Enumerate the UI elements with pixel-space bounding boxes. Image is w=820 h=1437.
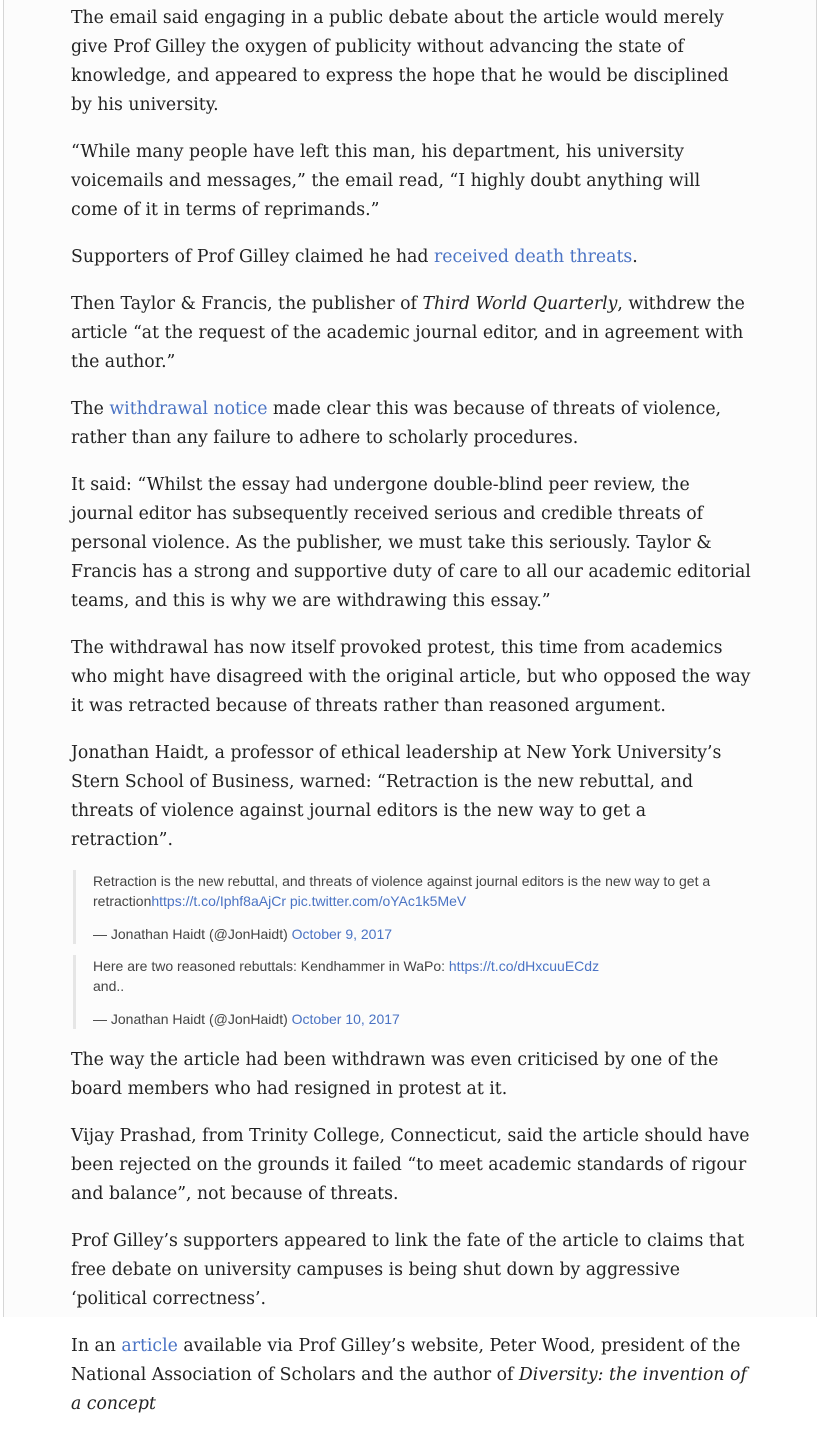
paragraph-text: The	[71, 399, 110, 419]
journal-title: Third World Quarterly	[422, 294, 618, 314]
tweet-date-link[interactable]: October 9, 2017	[291, 926, 393, 942]
embedded-tweets	[71, 870, 751, 1029]
tweet-link[interactable]: https://t.co/Iphf8aAjCr	[151, 893, 286, 909]
tweet-link[interactable]: https://t.co/dHxcuuECdz	[448, 958, 600, 974]
tweet-attribution	[93, 924, 751, 944]
paragraph-protest: The withdrawal has now itself provoked protest, this time from academics who might have disagreed with the original article, but who opposed the way it was retracted because of threats rather than reasoned argument.	[71, 638, 751, 716]
paragraph-withdrawal-notice	[71, 395, 751, 453]
tweet-embed	[73, 870, 751, 944]
paragraph-text: Then Taylor & Francis, the publisher of	[71, 294, 423, 314]
paragraph-peter-wood	[71, 1332, 751, 1419]
paragraph-text: .	[632, 247, 638, 267]
paragraph-text: Supporters of Prof Gilley claimed he had	[71, 247, 434, 267]
paragraph-notice-quote: It said: “Whilst the essay had undergone double-blind peer review, the journal editor has subsequently received serious and credible threats of personal violence. As the publisher, we must take this seriously. Taylor & Francis has a strong and supportive duty of care to all our academic editorial teams, and this is why we are withdrawing this essay.”	[71, 475, 751, 611]
paragraph-haidt: Jonathan Haidt, a professor of ethical leadership at New York University’s Stern School of Business, warned: “Retraction is the new rebuttal, and threats of violence against journal editors is the new way to get a retraction”.	[71, 743, 722, 850]
paragraph-text: In an	[71, 1336, 122, 1356]
tweet-body: Retraction is the new rebuttal, and threats of violence against journal editors is the new way to get a retraction	[93, 873, 711, 909]
tweet-pic-link[interactable]: pic.twitter.com/oYAc1k5MeV	[289, 893, 467, 909]
withdrawal-notice-link[interactable]: withdrawal notice	[109, 399, 268, 419]
tweet-author: — Jonathan Haidt (@JonHaidt)	[93, 1011, 292, 1027]
paragraph-text: made clear this was because of threats of violence, rather than any failure to adhere to scholarly procedures.	[71, 399, 722, 448]
article-body	[71, 4, 751, 1437]
tweet-body-continued: and..	[93, 978, 125, 994]
tweet-date-link[interactable]: October 10, 2017	[291, 1011, 400, 1027]
paragraph-prashad: Vijay Prashad, from Trinity College, Connecticut, said the article should have been rejected on the grounds it failed “to meet academic standards of rigour and balance”, not because of threats.	[71, 1126, 750, 1204]
article-link[interactable]: article	[121, 1336, 178, 1356]
tweet-body: Here are two reasoned rebuttals: Kendhammer in WaPo:	[93, 958, 449, 974]
tweet-text	[93, 956, 751, 996]
book-title: Diversity: the invention of a concept	[71, 1365, 747, 1414]
paragraph-publisher-withdrawal	[71, 290, 751, 377]
paragraph-email-debate: The email said engaging in a public debate about the article would merely give Prof Gilley the oxygen of publicity without advancing the state of knowledge, and appeared to express the hope that he would be disciplined by his university.	[71, 8, 729, 115]
tweet-attribution	[93, 1009, 751, 1029]
page	[3, 0, 817, 1414]
paragraph-text: available via Prof Gilley’s website, Peter Wood, president of the National Association of Scholars and the author of	[71, 1336, 741, 1385]
death-threats-link[interactable]: received death threats	[433, 247, 633, 267]
tweet-text	[93, 871, 751, 911]
paragraph-text: , withdrew the article “at the request of the academic journal editor, and in agreement with the author.”	[71, 294, 745, 372]
paragraph-political-correctness: Prof Gilley’s supporters appeared to link the fate of the article to claims that free debate on university campuses is being shut down by aggressive ‘political correctness’.	[71, 1231, 745, 1309]
paragraph-death-threats	[71, 243, 751, 272]
tweet-author: — Jonathan Haidt (@JonHaidt)	[93, 926, 292, 942]
paragraph-email-quote: “While many people have left this man, his department, his university voicemails and messages,” the email read, “I highly doubt anything will come of it in terms of reprimands.”	[71, 142, 701, 220]
paragraph-board-member: The way the article had been withdrawn was even criticised by one of the board members who had resigned in protest at it.	[71, 1050, 719, 1099]
tweet-embed	[73, 955, 751, 1029]
